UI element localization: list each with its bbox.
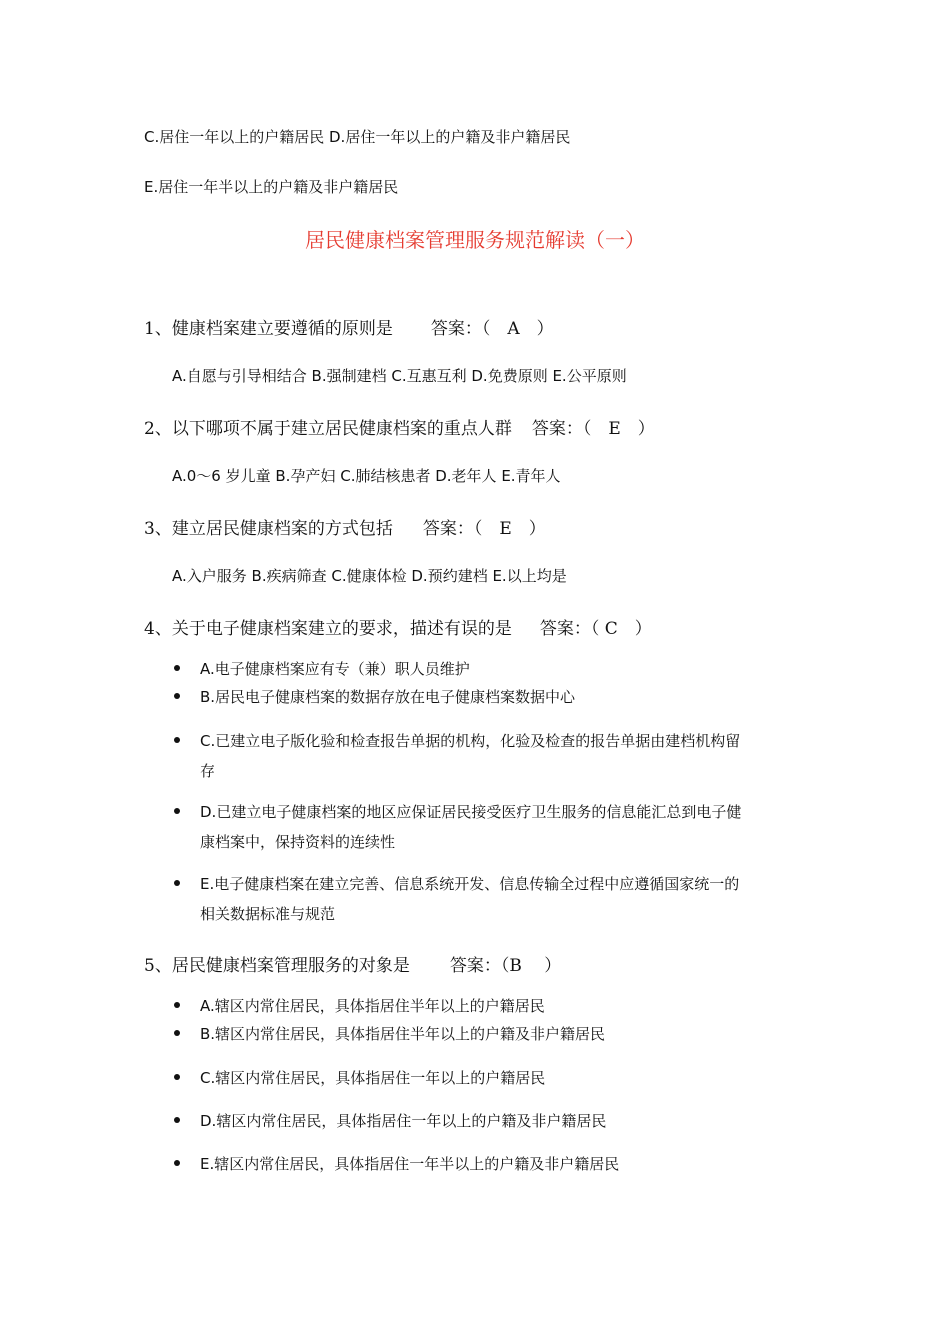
bullet-icon xyxy=(174,880,180,886)
list-item: B.辖区内常住居民，具体指居住半年以上的户籍及非户籍居民 xyxy=(200,1025,606,1043)
option-line-e: E.居住一年半以上的户籍及非户籍居民 xyxy=(144,178,399,196)
bullet-icon xyxy=(174,1002,180,1008)
answer-label: 答案：（ E ） xyxy=(422,519,546,539)
answer-label: 答案：（B ） xyxy=(449,956,562,976)
question-3 xyxy=(144,514,546,539)
list-item: E.辖区内常住居民，具体指居住一年半以上的户籍及非户籍居民 xyxy=(200,1155,620,1173)
question-2 xyxy=(144,414,655,439)
question-5 xyxy=(144,951,561,976)
list-item: C.已建立电子版化验和检查报告单据的机构，化验及检查的报告单据由建档机构留 xyxy=(200,732,741,750)
question-3-options: A.入户服务 B.疾病筛查 C.健康体检 D.预约建档 E.以上均是 xyxy=(172,567,567,585)
list-item-continued: 存 xyxy=(200,762,216,780)
section-title: 居民健康档案管理服务规范解读（一） xyxy=(305,228,645,252)
question-1-options: A.自愿与引导相结合 B.强制建档 C.互惠互利 D.免费原则 E.公平原则 xyxy=(172,367,627,385)
bullet-icon xyxy=(174,1074,180,1080)
question-text: 1、健康档案建立要遵循的原则是 xyxy=(144,319,393,339)
bullet-icon xyxy=(174,1117,180,1123)
list-item: E.电子健康档案在建立完善、信息系统开发、信息传输全过程中应遵循国家统一的 xyxy=(200,875,740,893)
answer-label: 答案：（ C ） xyxy=(539,619,652,639)
bullet-icon xyxy=(174,808,180,814)
list-item: D.辖区内常住居民，具体指居住一年以上的户籍及非户籍居民 xyxy=(200,1112,607,1130)
list-item-continued: 相关数据标准与规范 xyxy=(200,905,336,923)
question-text: 3、建立居民健康档案的方式包括 xyxy=(144,519,393,539)
list-item: B.居民电子健康档案的数据存放在电子健康档案数据中心 xyxy=(200,688,576,706)
question-2-options: A.0～6 岁儿童 B.孕产妇 C.肺结核患者 D.老年人 E.青年人 xyxy=(172,467,561,485)
bullet-icon xyxy=(174,1160,180,1166)
answer-label: 答案：（ A ） xyxy=(430,319,554,339)
list-item: C.辖区内常住居民，具体指居住一年以上的户籍居民 xyxy=(200,1069,546,1087)
list-item: A.电子健康档案应有专（兼）职人员维护 xyxy=(200,660,470,678)
question-text: 5、居民健康档案管理服务的对象是 xyxy=(144,956,410,976)
bullet-icon xyxy=(174,693,180,699)
answer-label: 答案：（ E ） xyxy=(531,419,655,439)
bullet-icon xyxy=(174,1030,180,1036)
list-item-continued: 康档案中，保持资料的连续性 xyxy=(200,833,396,851)
question-text: 2、以下哪项不属于建立居民健康档案的重点人群 xyxy=(144,419,512,439)
list-item: A.辖区内常住居民，具体指居住半年以上的户籍居民 xyxy=(200,997,545,1015)
list-item: D.已建立电子健康档案的地区应保证居民接受医疗卫生服务的信息能汇总到电子健 xyxy=(200,803,742,821)
question-text: 4、关于电子健康档案建立的要求，描述有误的是 xyxy=(144,619,512,639)
bullet-icon xyxy=(174,737,180,743)
option-line-c-d: C.居住一年以上的户籍居民 D.居住一年以上的户籍及非户籍居民 xyxy=(144,128,571,146)
question-1 xyxy=(144,314,554,339)
question-4 xyxy=(144,614,652,639)
bullet-icon xyxy=(174,665,180,671)
